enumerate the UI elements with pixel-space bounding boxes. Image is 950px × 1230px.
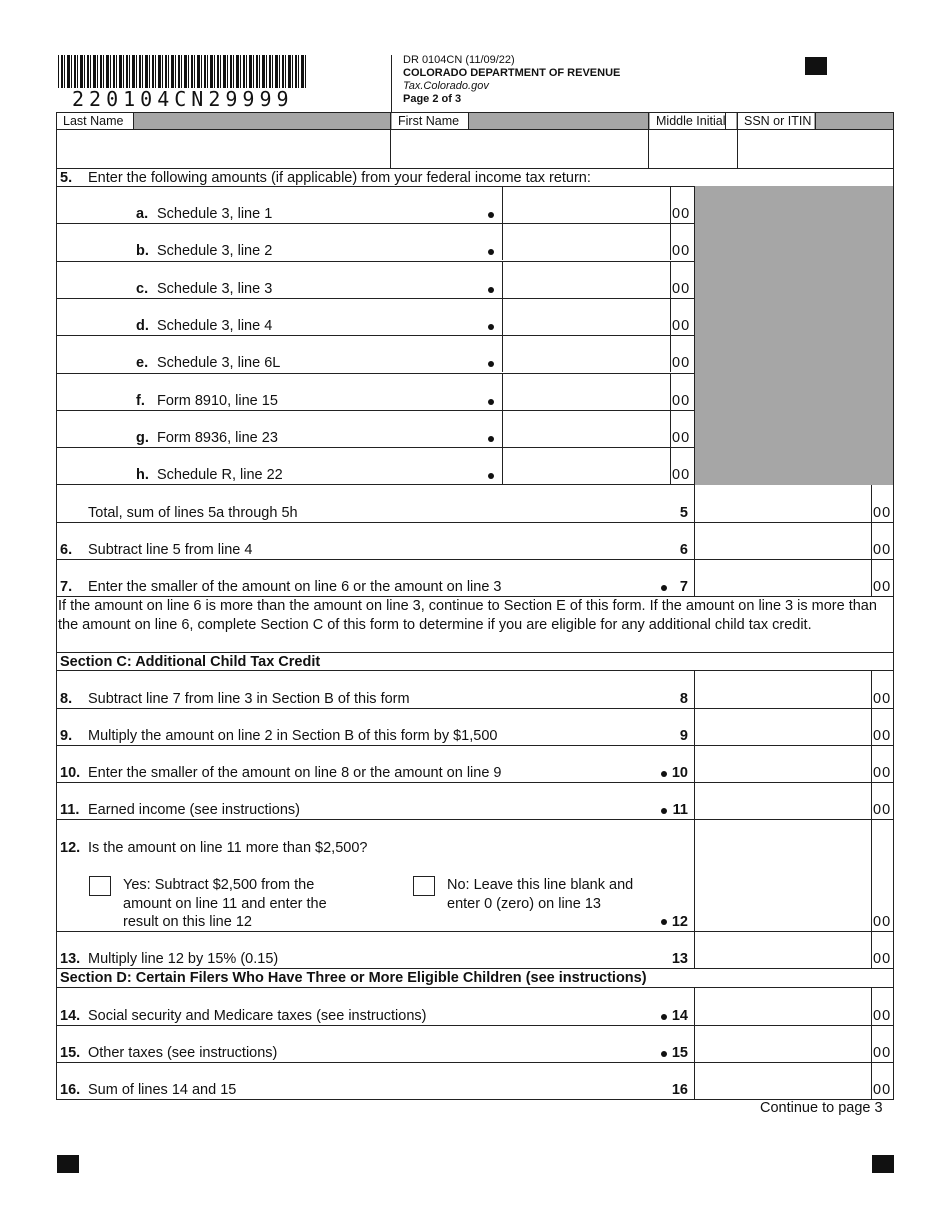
line13-amount-input[interactable]: [697, 943, 871, 967]
continue-to-page-3: Continue to page 3: [760, 1100, 883, 1116]
line12-no-text-2: enter 0 (zero) on line 13: [447, 896, 601, 912]
line-box-number: 14: [671, 1008, 688, 1024]
line-text: Earned income (see instructions): [88, 802, 300, 818]
line5-sub-cents: 00: [672, 430, 691, 446]
line-cents: 00: [873, 765, 892, 781]
line5-sub-cents: 00: [672, 467, 691, 483]
instruction-note: If the amount on line 6 is more than the amount on line 3, continue to Section E of this form. If the amount on line 3 is more than the amount on line 6, complete Section C of this form to determine if you are eligible for any additional child tax credit.: [58, 598, 877, 633]
line-cents: 00: [873, 1082, 892, 1098]
line5-sub-amount-input[interactable]: [505, 273, 669, 297]
line5-sub-letter: g.: [136, 430, 149, 446]
line-text: Enter the smaller of the amount on line 8 or the amount on line 9: [88, 765, 502, 781]
line-cents: 00: [873, 542, 892, 558]
line-amount-input[interactable]: [697, 497, 871, 521]
line-text: Other taxes (see instructions): [88, 1045, 278, 1061]
first-name-label: First Name: [392, 113, 468, 129]
line-amount-input[interactable]: [697, 1074, 871, 1098]
line-number: 15.: [60, 1045, 81, 1061]
bullet-icon: [488, 287, 494, 293]
bullet-icon: [488, 473, 494, 479]
line-number: 11.: [60, 802, 80, 818]
line-text: Multiply the amount on line 2 in Section B of this form by $1,500: [88, 728, 498, 744]
barcode-number: 220104CN29999: [72, 87, 294, 111]
line-box-number: 10: [671, 765, 688, 781]
line5-sub-letter: d.: [136, 318, 149, 334]
line5-sub-letter: a.: [136, 206, 149, 222]
line5-sub-letter: e.: [136, 355, 149, 371]
line-box-number: 5: [679, 505, 688, 521]
line12-no-text-1: No: Leave this line blank and: [447, 877, 634, 893]
department-name: COLORADO DEPARTMENT OF REVENUE: [403, 67, 621, 79]
bullet-icon: [488, 361, 494, 367]
line5-sub-amount-input[interactable]: [505, 310, 669, 334]
line5-sub-amount-input[interactable]: [505, 198, 669, 222]
line5-sub-label: Form 8910, line 15: [157, 393, 278, 409]
line-number: 6.: [60, 542, 73, 558]
line5-sub-cents: 00: [672, 206, 691, 222]
line12-yes-text-3: result on this line 12: [123, 914, 252, 930]
bullet-icon: [488, 436, 494, 442]
line13-number: 13.: [60, 951, 81, 967]
line5-shaded-area: [694, 186, 893, 485]
website: Tax.Colorado.gov: [403, 80, 489, 92]
last-name-label: Last Name: [57, 113, 133, 129]
line-box-number: 7: [679, 579, 688, 595]
line-box-number: 16: [671, 1082, 688, 1098]
line-cents: 00: [873, 505, 892, 521]
line5-sub-letter: f.: [136, 393, 145, 409]
line-cents: 00: [873, 1008, 892, 1024]
line5-sub-amount-input[interactable]: [505, 235, 669, 259]
bullet-icon: [488, 399, 494, 405]
line-box-number: 6: [679, 542, 688, 558]
line5-sub-amount-input[interactable]: [505, 347, 669, 371]
line12-no-checkbox[interactable]: [413, 876, 435, 896]
line-amount-input[interactable]: [697, 683, 871, 707]
line5-sub-label: Schedule 3, line 6L: [157, 355, 281, 371]
line-cents: 00: [873, 691, 892, 707]
line5-sub-amount-input[interactable]: [505, 459, 669, 483]
line5-sub-label: Schedule 3, line 1: [157, 206, 273, 222]
line12-question: Is the amount on line 11 more than $2,500?: [88, 840, 368, 856]
line5-sub-label: Schedule 3, line 2: [157, 243, 273, 259]
line-text: Total, sum of lines 5a through 5h: [88, 505, 298, 521]
section-c-title: Section C: Additional Child Tax Credit: [60, 654, 321, 670]
line-amount-input[interactable]: [697, 1037, 871, 1061]
form-id: DR 0104CN (11/09/22): [403, 54, 515, 66]
line-amount-input[interactable]: [697, 1000, 871, 1024]
line5-sub-amount-input[interactable]: [505, 422, 669, 446]
line5-sub-label: Schedule 3, line 3: [157, 281, 273, 297]
line5-sub-label: Schedule 3, line 4: [157, 318, 273, 334]
line-cents: 00: [873, 728, 892, 744]
line-amount-input[interactable]: [697, 720, 871, 744]
line12-amount-input[interactable]: [697, 906, 871, 930]
line5-sub-amount-input[interactable]: [505, 385, 669, 409]
line5-sub-cents: 00: [672, 355, 691, 371]
line5-sub-label: Form 8936, line 23: [157, 430, 278, 446]
line13-cents: 00: [873, 951, 892, 967]
section-d-title: Section D: Certain Filers Who Have Three or More Eligible Children (see instructions): [60, 970, 647, 986]
line-amount-input[interactable]: [697, 571, 871, 595]
bullet-icon: [488, 324, 494, 330]
line-number: 8.: [60, 691, 73, 707]
registration-mark: [805, 57, 827, 75]
line12-yes-text-1: Yes: Subtract $2,500 from the: [123, 877, 315, 893]
line13-box-number: 13: [671, 951, 688, 967]
line-cents: 00: [873, 802, 892, 818]
line-number: 16.: [60, 1082, 81, 1098]
first-name-input[interactable]: [393, 131, 649, 167]
line5-sub-cents: 00: [672, 243, 691, 259]
registration-mark-bottom-right: [872, 1155, 894, 1173]
line5-sub-label: Schedule R, line 22: [157, 467, 283, 483]
line12-yes-text-2: amount on line 11 and enter the: [123, 896, 327, 912]
line5-sub-cents: 00: [672, 281, 691, 297]
line12-number: 12.: [60, 840, 81, 856]
middle-initial-input[interactable]: [651, 131, 738, 167]
line5-sub-cents: 00: [672, 393, 691, 409]
line-number: 10.: [60, 765, 81, 781]
line13-text: Multiply line 12 by 15% (0.15): [88, 951, 279, 967]
line-box-number: 8: [679, 691, 688, 707]
line-cents: 00: [873, 1045, 892, 1061]
line5-sub-letter: b.: [136, 243, 149, 259]
line5-sub-letter: c.: [136, 281, 149, 297]
line-text: Subtract line 5 from line 4: [88, 542, 253, 558]
barcode: [58, 55, 308, 88]
line5-sub-letter: h.: [136, 467, 149, 483]
line-amount-input[interactable]: [697, 757, 871, 781]
page-number: Page 2 of 3: [403, 93, 462, 105]
line-box-number: 15: [671, 1045, 688, 1061]
line-number: 7.: [60, 579, 73, 595]
line-box-number: 9: [679, 728, 688, 744]
line-number: 14.: [60, 1008, 81, 1024]
line5-instructions: Enter the following amounts (if applicable) from your federal income tax return:: [88, 170, 591, 186]
registration-mark-bottom-left: [57, 1155, 79, 1173]
line-cents: 00: [873, 579, 892, 595]
line-text: Subtract line 7 from line 3 in Section B of this form: [88, 691, 410, 707]
line12-yes-checkbox[interactable]: [89, 876, 111, 896]
middle-initial-label: Middle Initial: [650, 113, 736, 129]
ssn-label: SSN or ITIN: [738, 113, 814, 129]
line5-sub-cents: 00: [672, 318, 691, 334]
line-box-number: 11: [672, 802, 688, 818]
last-name-input[interactable]: [58, 131, 390, 167]
line-amount-input[interactable]: [697, 534, 871, 558]
bullet-icon: [488, 212, 494, 218]
line-text: Social security and Medicare taxes (see instructions): [88, 1008, 427, 1024]
line12-cents: 00: [873, 914, 892, 930]
line-text: Enter the smaller of the amount on line 6 or the amount on line 3: [88, 579, 502, 595]
line-amount-input[interactable]: [697, 794, 871, 818]
line-number: 9.: [60, 728, 73, 744]
line5-number: 5.: [60, 170, 73, 186]
bullet-icon: [488, 249, 494, 255]
line12-box-number: 12: [671, 914, 688, 930]
line-text: Sum of lines 14 and 15: [88, 1082, 237, 1098]
ssn-input[interactable]: [740, 131, 894, 167]
